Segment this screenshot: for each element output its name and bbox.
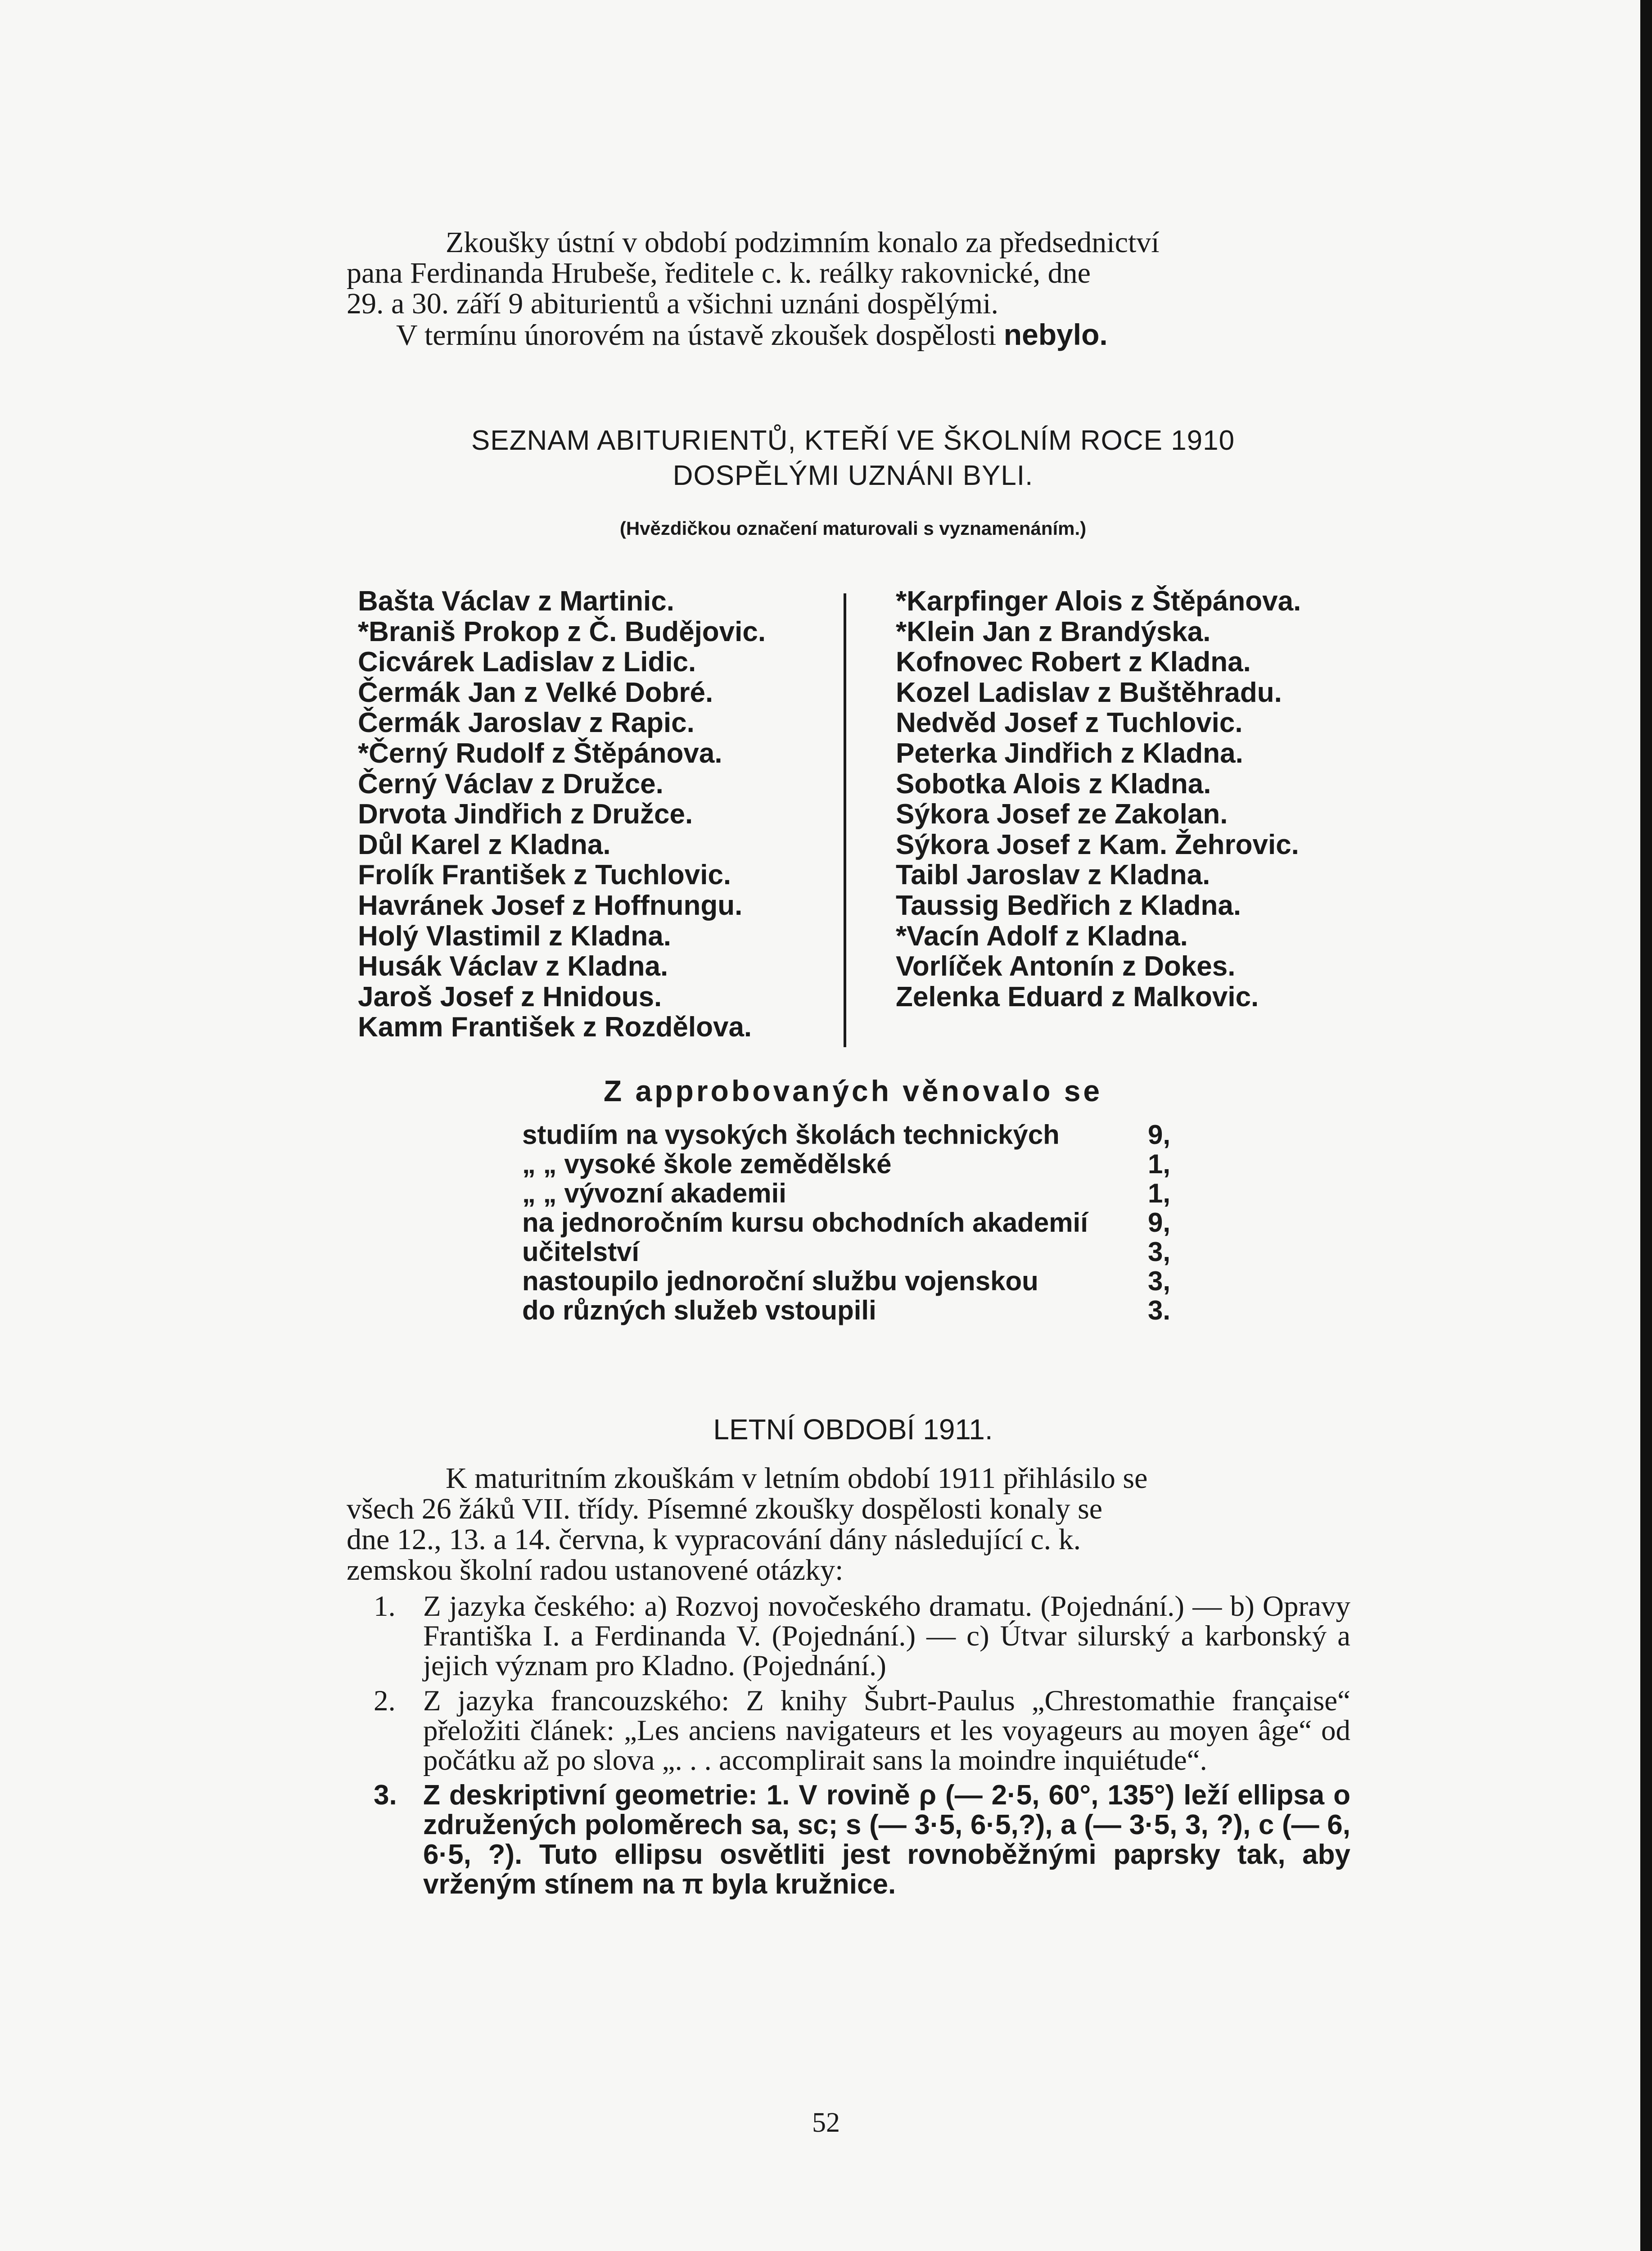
students_left-entry: Kamm František z Rozdělova.	[358, 1012, 752, 1043]
students_left-entry: Cicvárek Ladislav z Lidic.	[358, 646, 696, 678]
approbation-value: 9,	[1147, 1120, 1170, 1150]
students_right-entry: Zelenka Eduard z Malkovic.	[896, 981, 1259, 1012]
students_left-entry: Havránek Josef z Hoffnungu.	[358, 890, 743, 921]
exam-question-text: Z jazyka francouzského: Z knihy Šubrt-Paulus „Chrestomathie française“ přeložiti článek: „Les anciens navigateurs et les voyageurs au moyen âge“ od počátku až po slova „. . . accomplirait sans la moindre inquiétude“.	[423, 1685, 1350, 1776]
approbation-label: učitelství	[522, 1237, 640, 1267]
students_right-entry: Kozel Ladislav z Buštěhradu.	[896, 677, 1282, 708]
intro-paragraph	[347, 227, 1359, 351]
intro-line-2: pana Ferdinanda Hrubeše, ředitele c. k. reálky rakovnické, dne	[347, 257, 1091, 289]
intro-line-4	[347, 319, 1359, 351]
students_right-entry: Sýkora Josef z Kam. Žehrovic.	[896, 829, 1299, 860]
list-heading	[347, 423, 1359, 493]
students_left-entry: *Braniš Prokop z Č. Budějovic.	[358, 616, 766, 647]
approbation-label: studiím na vysokých školách technických	[522, 1120, 1060, 1150]
students_right-entry: Taibl Jaroslav z Kladna.	[896, 859, 1210, 891]
students_left-entry: Čermák Jan z Velké Dobré.	[358, 677, 713, 708]
summer-line-3: dne 12., 13. a 14. června, k vypracování dány následující c. k.	[347, 1523, 1081, 1556]
approbation-value: 3.	[1147, 1295, 1170, 1325]
students_left-entry: Husák Václav z Kladna.	[358, 951, 668, 982]
approbation-row	[522, 1208, 1170, 1237]
list-heading-line-2: DOSPĚLÝMI UZNÁNI BYLI.	[673, 460, 1034, 491]
approbation-value: 1,	[1147, 1178, 1170, 1208]
exam-questions	[374, 1591, 1350, 1905]
students_right-entry: Nedvěd Josef z Tuchlovic.	[896, 707, 1243, 739]
approbation-row	[522, 1120, 1170, 1149]
honors-note: (Hvězdičkou označení maturovali s vyznamenáním.)	[619, 518, 1087, 539]
approbation-value: 1,	[1147, 1149, 1170, 1179]
column-divider	[844, 593, 846, 1047]
list-heading-line-1: SEZNAM ABITURIENTŮ, KTEŘÍ VE ŠKOLNÍM ROCE 1910	[471, 425, 1235, 456]
students_left-entry: Důl Karel z Kladna.	[358, 829, 611, 860]
exam-question-number: 1.	[374, 1590, 396, 1623]
approbation-label: na jednoročním kursu obchodních akademií	[522, 1207, 1088, 1238]
exam-question-3	[374, 1781, 1350, 1899]
approbation-title: Z approbovaných věnovalo se	[603, 1074, 1103, 1107]
students_right-entry: Kofnovec Robert z Kladna.	[896, 646, 1251, 678]
approbation-label: „ „ vývozní akademii	[522, 1178, 786, 1208]
students_left-entry: Drvota Jindřich z Družce.	[358, 799, 693, 830]
approbation-table	[522, 1120, 1170, 1325]
students_right-entry: *Karpfinger Alois z Štěpánova.	[896, 586, 1301, 617]
intro-line-4-text: V termínu únorovém na ústavě zkoušek dospělosti	[396, 319, 1004, 352]
summer-line-2: všech 26 žáků VII. třídy. Písemné zkoušky dospělosti konaly se	[347, 1492, 1103, 1525]
students_right-entry: *Vacín Adolf z Kladna.	[896, 920, 1188, 952]
approbation-row	[522, 1179, 1170, 1208]
intro-line-4-bold: nebylo.	[1003, 318, 1108, 351]
approbation-row	[522, 1149, 1170, 1179]
students_left-entry: *Černý Rudolf z Štěpánova.	[358, 737, 722, 769]
approbation-row	[522, 1296, 1170, 1325]
approbation-label: do různých služeb vstoupili	[522, 1295, 876, 1325]
exam-question-1	[374, 1591, 1350, 1681]
students_left-entry: Čermák Jaroslav z Rapic.	[358, 707, 695, 739]
approbation-value: 9,	[1147, 1207, 1170, 1238]
intro-line-3: 29. a 30. září 9 abiturientů a všichni uznáni dospělými.	[347, 287, 998, 320]
students_left-entry: Černý Václav z Družce.	[358, 768, 664, 800]
summer-paragraph	[347, 1463, 1359, 1586]
exam-question-number: 2.	[374, 1685, 396, 1717]
approbation-row	[522, 1237, 1170, 1266]
approbation-value: 3,	[1147, 1266, 1170, 1296]
students_left-entry: Jaroš Josef z Hnidous.	[358, 981, 662, 1012]
scan-edge-right	[1640, 0, 1652, 2251]
page-number: 52	[812, 2107, 840, 2138]
students_left-entry: Frolík František z Tuchlovic.	[358, 859, 731, 891]
exam-question-number: 3.	[374, 1780, 397, 1811]
students_right-entry: Peterka Jindřich z Kladna.	[896, 737, 1243, 769]
students_left-entry: Bašta Václav z Martinic.	[358, 586, 674, 617]
approbation-label: „ „ vysoké škole zemědělské	[522, 1149, 892, 1179]
summer-line-4: zemskou školní radou ustanovené otázky:	[347, 1554, 844, 1587]
approbation-label: nastoupilo jednoroční službu vojenskou	[522, 1266, 1038, 1296]
exam-question-text: Z deskriptivní geometrie: 1. V rovině ρ (— 2·5, 60°, 135°) leží ellipsa o združených poloměrech sa, sc; s (— 3·5, 6·5,?), a (— 3·5, 3, ?), c (— 6, 6·5, ?). Tuto ellipsu osvětliti jest rovnoběžnými paprsky tak, aby vrženým stínem na π byla kružnice.	[423, 1780, 1350, 1900]
students_left-entry: Holý Vlastimil z Kladna.	[358, 920, 671, 952]
students-right-column	[896, 586, 1301, 1012]
approbation-row	[522, 1266, 1170, 1296]
students-left-column	[358, 586, 766, 1043]
students_right-entry: Taussig Bedřich z Kladna.	[896, 890, 1241, 921]
approbation-value: 3,	[1147, 1237, 1170, 1267]
intro-line-1: Zkoušky ústní v období podzimním konalo za předsednictví	[446, 226, 1160, 259]
students_right-entry: Sobotka Alois z Kladna.	[896, 768, 1211, 800]
exam-question-2	[374, 1686, 1350, 1775]
students_right-entry: Vorlíček Antonín z Dokes.	[896, 951, 1236, 982]
exam-question-text: Z jazyka českého: a) Rozvoj novočeského dramatu. (Pojednání.) — b) Opravy Františka I. a Ferdinanda V. (Pojednání.) — c) Útvar silurský a karbonský a jejich význam pro Kladno. (Pojednání.)	[423, 1590, 1350, 1682]
students_right-entry: Sýkora Josef ze Zakolan.	[896, 799, 1228, 830]
students_right-entry: *Klein Jan z Brandýska.	[896, 616, 1211, 647]
summer-heading: LETNÍ OBDOBÍ 1911.	[713, 1413, 993, 1446]
summer-line-1: K maturitním zkouškám v letním období 1911 přihlásilo se	[446, 1462, 1148, 1495]
